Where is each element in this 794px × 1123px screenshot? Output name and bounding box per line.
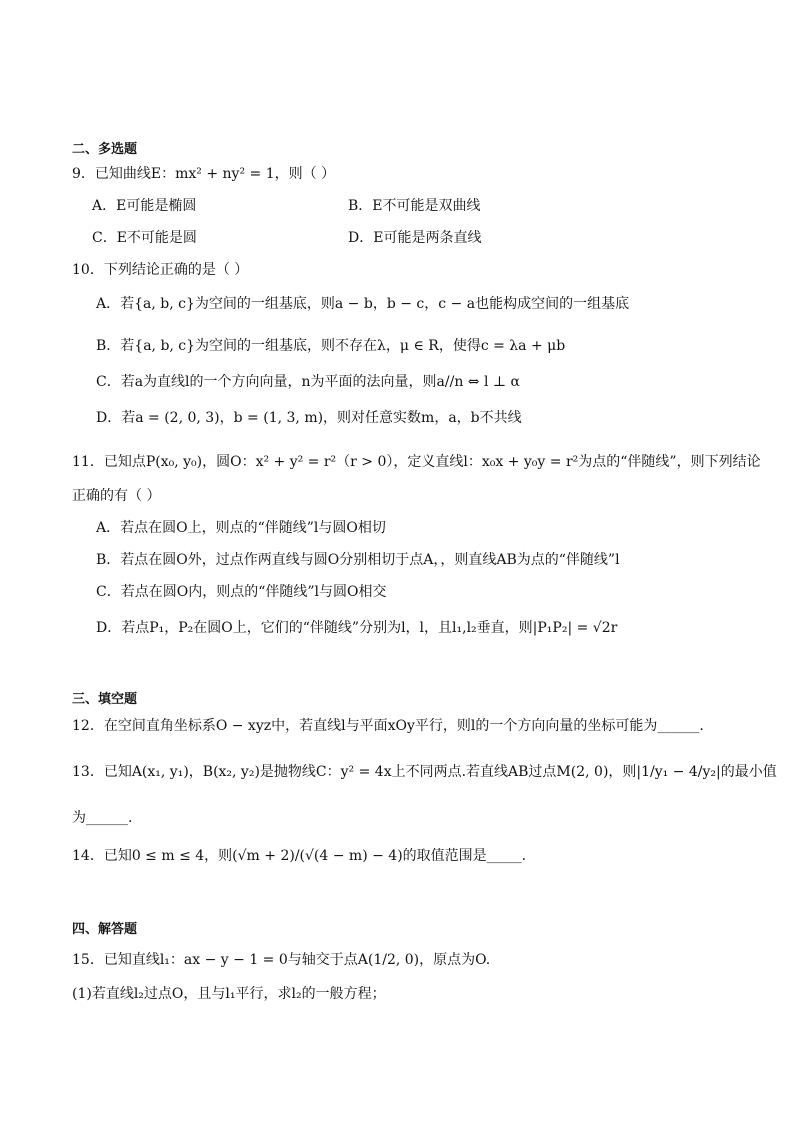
q13-stem-line2: 为______. [72,810,133,826]
section-heading-answer: 四、解答题 [72,922,138,937]
section-heading-multi-choice: 二、多选题 [72,142,138,157]
q10-option-b: B．若{a, b, c}为空间的一组基底，则不存在λ，μ ∈ R，使得c = λa + μb [96,338,566,354]
q9-option-b: B．E不可能是双曲线 [348,198,481,214]
q11-option-b: B．若点在圆O外，过点作两直线与圆O分别相切于点A，，则直线AB为点的“伴随线”l [96,552,620,568]
q12-stem: 12．在空间直角坐标系O − xyz中，若直线l与平面xOy平行，则l的一个方向向量的坐标可能为______. [72,718,704,734]
q13-stem-line1: 13．已知A(x₁, y₁)，B(x₂, y₂)是抛物线C：y² = 4x上不同两点.若直线AB过点M(2, 0)，则|1/y₁ − 4/y₂|的最小值 [72,764,777,780]
q9-option-c: C．E不可能是圆 [92,230,197,246]
q10-option-a: A．若{a, b, c}为空间的一组基底，则a − b，b − c，c − a也能构成空间的一组基底 [96,296,630,312]
q10-stem: 10．下列结论正确的是（ ） [72,262,249,278]
q10-option-c: C．若a为直线l的一个方向向量，n为平面的法向量，则a//n ⇔ l ⊥ α [96,374,520,390]
q9-option-a: A．E可能是椭圆 [92,198,197,214]
q15-stem: 15．已知直线l₁：ax − y − 1 = 0与轴交于点A(1/2, 0)，原点为O. [72,952,491,968]
q15-part1: (1)若直线l₂过点O，且与l₁平行，求l₂的一般方程； [72,986,386,1002]
q11-option-c: C．若点在圆O内，则点的“伴随线”l与圆O相交 [96,584,387,600]
q9-option-d: D．E可能是两条直线 [348,230,482,246]
q10-option-d: D．若a = (2, 0, 3)，b = (1, 3, m)，则对任意实数m，a，b不共线 [96,410,522,426]
q11-option-a: A．若点在圆O上，则点的“伴随线”l与圆O相切 [96,520,386,536]
q11-stem-line2: 正确的有（ ） [72,488,161,504]
section-heading-fill: 三、填空题 [72,692,138,707]
q14-stem: 14．已知0 ≤ m ≤ 4，则(√m + 2)/(√(4 − m) − 4)的取值范围是_____. [72,848,527,864]
q9-stem: 9．已知曲线E：mx² + ny² = 1，则（ ） [72,166,336,182]
q11-option-d: D．若点P₁，P₂在圆O上，它们的“伴随线”分别为l，l，且l₁,l₂垂直，则|P₁P₂| = √2r [96,620,618,636]
q11-stem-line1: 11．已知点P(x₀, y₀)，圆O：x² + y² = r²（r > 0），定义直线l：x₀x + y₀y = r²为点的“伴随线”，则下列结论 [72,454,761,470]
